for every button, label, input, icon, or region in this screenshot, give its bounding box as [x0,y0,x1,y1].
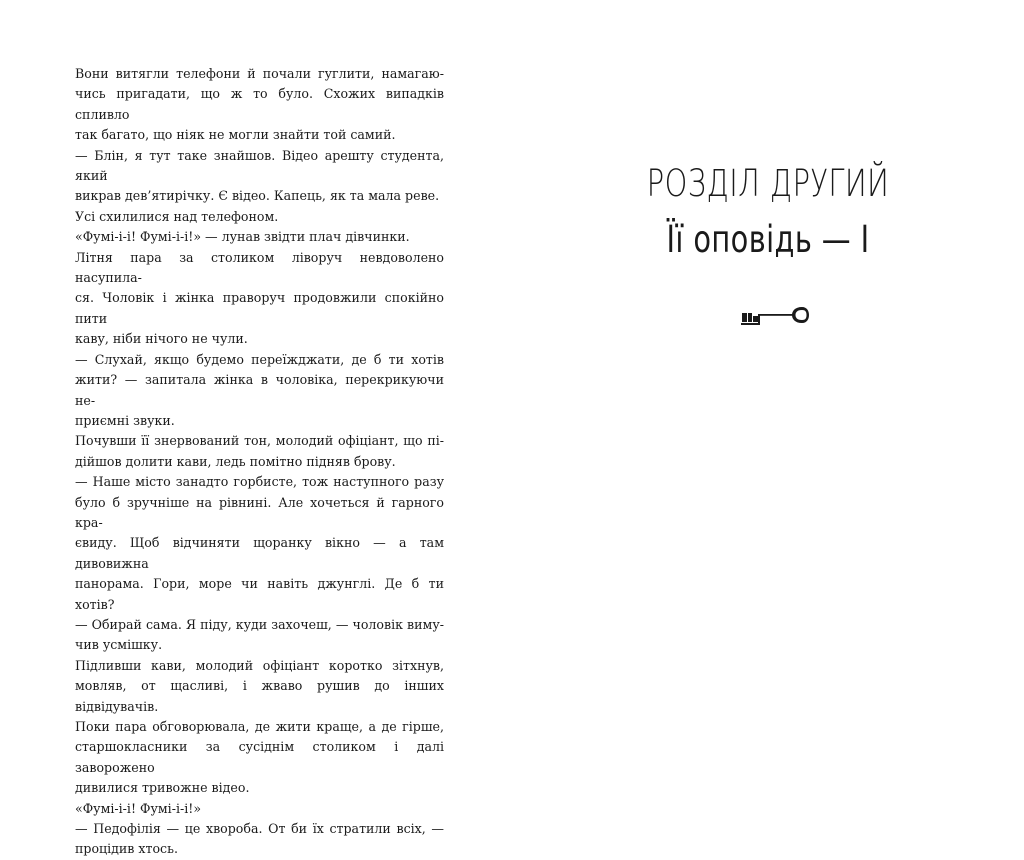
text-line: так багато, що ніяк не могли знайти той самий. [75,127,396,143]
text-line: «Фумі-і-і! Фумі-і-і!» [75,800,202,816]
text-line: — Слухай, якщо будемо переїжджати, де б ти хотів [75,351,444,367]
text-line: Почувши її знервований тон, молодий офіціант, що пі- [75,433,444,449]
text-line: Літня пара за столиком ліворуч невдоволено насупила- [75,249,444,286]
text-line: старшокласники за сусіднім столиком і далі заворожено [75,739,444,775]
text-line: — Обирай сама. Я піду, куди захочеш, — чоловік виму- [75,616,444,632]
text-line: — Педофілія — це хвороба. От би їх стратили всіх, — [75,821,444,837]
text-line: євиду. Щоб відчиняти щоранку вікно — а там дивовижна [75,535,444,571]
text-line: жити? — запитала жінка в чоловіка, перекрикуючи не- [75,372,444,408]
text-line: приємні звуки. [75,412,175,428]
text-line: чив усмішку. [75,637,163,653]
text-line: «Фумі-і-і! Фумі-і-і!» — лунав звідти плач дівчинки. [75,229,410,245]
text-line: викрав дев’ятирічку. Є відео. Капець, як та мала реве. [75,188,440,204]
text-line: Поки пара обговорювала, де жити краще, а де гірше, [75,719,444,734]
text-line: панорама. Гори, море чи навіть джунглі. Де б ти хотів? [75,576,444,612]
text-line: процідив хтось. [75,841,178,857]
chapter-title: РОЗДІЛ ДРУГИЙ [646,162,890,205]
text-line: Вони витягли телефони й почали гуглити, намагаю- [75,66,444,81]
key-ornament-icon [740,304,810,330]
text-line: ся. Чоловік і жінка праворуч продовжили спокійно пити [75,290,444,326]
text-line: дійшов долити кави, ледь помітно підняв брову. [75,453,396,469]
text-line: — Блін, я тут таке знайшов. Відео арешту студента, який [75,147,444,184]
chapter-subtitle: Її оповідь — І [666,218,870,261]
text-line: — Наше місто занадто горбисте, тож наступного разу [75,474,444,490]
text-line: Усі схилилися над телефоном. [75,208,279,224]
text-line: мовляв, от щасливі, і жваво рушив до інших відвідувачів. [75,678,444,714]
left-page-text [75,64,444,860]
text-line: дивилися тривожне відео. [75,780,250,796]
text-line: каву, ніби нічого не чули. [75,331,248,347]
right-page [512,0,1024,768]
text-line: було б зручніше на рівнині. Але хочеться й гарного кра- [75,494,444,530]
text-line: Підливши кави, молодий офіціант коротко зітхнув, [75,657,444,673]
text-line: чись пригадати, що ж то було. Схожих випадків спливло [75,86,444,122]
